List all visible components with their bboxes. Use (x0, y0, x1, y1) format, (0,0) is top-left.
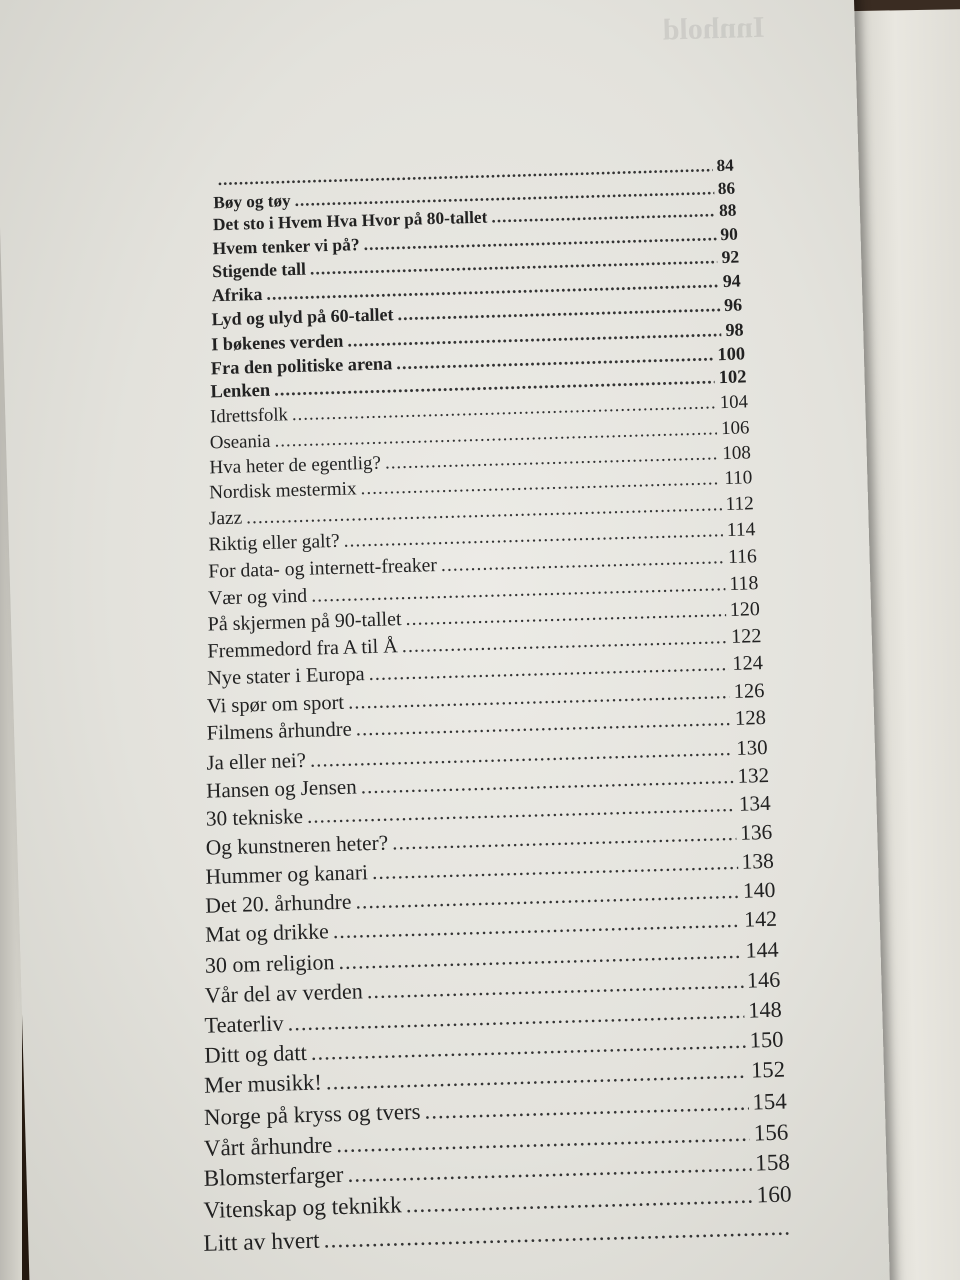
toc-entry-title: Mer musikk! (203, 1069, 323, 1099)
toc-entry-page-number: 118 (729, 571, 759, 595)
toc-entry-title: Hansen og Jensen (205, 774, 357, 803)
toc-entry-title: Stigende tall (211, 259, 307, 282)
toc-entry-title: Vitenskap og teknikk (203, 1192, 403, 1224)
toc-entry-page-number: 110 (724, 467, 753, 490)
toc-entry-page-number: 150 (749, 1026, 784, 1053)
toc-entry-page-number: 86 (717, 178, 736, 198)
toc-entry-title: Nordisk mestermix (208, 478, 357, 504)
toc-entry-page-number: 98 (725, 319, 744, 340)
toc-entry-title: For data- og internett-freaker (208, 554, 438, 583)
toc-entry-page-number: 140 (742, 877, 776, 903)
toc-entry-page-number: 136 (739, 819, 773, 845)
toc-entry-page-number: 106 (720, 417, 750, 439)
toc-entry-title: Riktig eller galt? (208, 530, 340, 556)
toc-entry-page-number: 92 (721, 246, 740, 268)
toc-entry-title: Afrika (211, 283, 263, 306)
toc-entry-title: Filmens århundre (206, 718, 353, 745)
toc-entry-page-number: 120 (729, 598, 761, 622)
toc-entry-page-number: 144 (745, 936, 779, 963)
toc-entry-page-number: 148 (747, 996, 783, 1023)
toc-entry-page-number: 126 (733, 679, 765, 703)
toc-entry-page-number: 152 (750, 1056, 786, 1083)
toc-entry-page-number: 124 (732, 652, 764, 676)
toc-entry-title: Og kunstneren heter? (205, 830, 389, 860)
toc-entry-page-number: 158 (754, 1149, 791, 1177)
toc-entry-title: Lyd og ulyd på 60-tallet (211, 303, 394, 329)
toc-entry-page-number: 96 (723, 294, 743, 315)
toc-entry-title: 30 om religion (204, 948, 335, 978)
toc-entry-title: Hummer og kanari (205, 859, 369, 889)
toc-entry-page-number: 112 (725, 493, 755, 516)
toc-entry-title: Vær og vind (207, 584, 308, 610)
toc-entry-page-number: 138 (741, 848, 775, 874)
toc-entry-title: Vårt århundre (203, 1132, 333, 1162)
toc-entry-title: Det 20. århundre (205, 889, 352, 918)
toc-entry-title: Ja eller nei? (206, 747, 307, 775)
toc-entry-page-number: 130 (735, 734, 768, 760)
toc-entry-title: Jazz (208, 507, 243, 530)
toc-entry-page-number: 128 (734, 707, 767, 730)
toc-entry-title: Ditt og datt (204, 1039, 308, 1068)
toc-entry-page-number: 90 (720, 223, 739, 245)
toc-entry-page-number: 132 (737, 762, 770, 788)
toc-entry-title: Mat og drikke (204, 919, 330, 947)
toc-entry-page-number: 108 (722, 442, 752, 465)
toc-entry-page-number: 84 (716, 155, 734, 176)
toc-entry-title: Norge på kryss og tvers (203, 1098, 421, 1130)
toc-entry-title: Idrettsfolk (209, 404, 289, 428)
toc-entry-title: Nye stater i Europa (206, 663, 365, 690)
toc-entry-title: I bøkenes verden (210, 330, 344, 354)
toc-entry-page-number: 146 (746, 966, 781, 993)
bleed-through-heading: Innhold (662, 10, 766, 47)
toc-entry-title: Bøy og tøy (213, 190, 291, 212)
toc-entry-title: Vi spør om sport (206, 691, 345, 718)
toc-entry-page-number: 104 (719, 391, 749, 414)
toc-entry-title: Fremmedord fra A til Å (207, 635, 399, 663)
toc-entry-title: Fra den politiske arena (210, 353, 393, 379)
toc-entry-title: 30 tekniske (205, 804, 304, 832)
toc-entry-page-number: 154 (752, 1088, 788, 1115)
toc-entry-page-number: 122 (730, 625, 762, 648)
toc-entry-page-number: 88 (718, 200, 737, 221)
toc-entry-title: Lenken (210, 380, 271, 403)
toc-entry-title: Hvem tenker vi på? (212, 234, 360, 259)
toc-entry-page-number: 142 (743, 906, 778, 932)
table-of-contents (203, 154, 803, 1259)
toc-entry-title: Oseania (209, 430, 271, 454)
toc-entry-title: Hva heter de egentlig? (209, 452, 382, 479)
toc-entry-title: Litt av hvert (203, 1227, 320, 1257)
toc-entry-page-number: 114 (726, 519, 756, 541)
toc-entry-title: Det sto i Hvem Hva Hvor på 80-tallet (212, 207, 488, 235)
toc-entry-page-number: 134 (738, 791, 771, 817)
toc-entry-page-number: 100 (717, 343, 746, 364)
toc-entry-title: På skjermen på 90-tallet (207, 608, 402, 636)
toc-entry-title: Teaterliv (204, 1010, 284, 1038)
toc-entry-page-number: 156 (753, 1119, 789, 1146)
toc-entry-page-number: 94 (722, 270, 741, 291)
toc-entry-title: Blomsterfarger (203, 1162, 344, 1193)
toc-entry-page-number: 160 (756, 1181, 792, 1209)
toc-entry-page-number: 116 (727, 545, 758, 569)
toc-entry-title: Vår del av verden (204, 977, 364, 1008)
toc-entry-page-number: 102 (718, 367, 747, 389)
